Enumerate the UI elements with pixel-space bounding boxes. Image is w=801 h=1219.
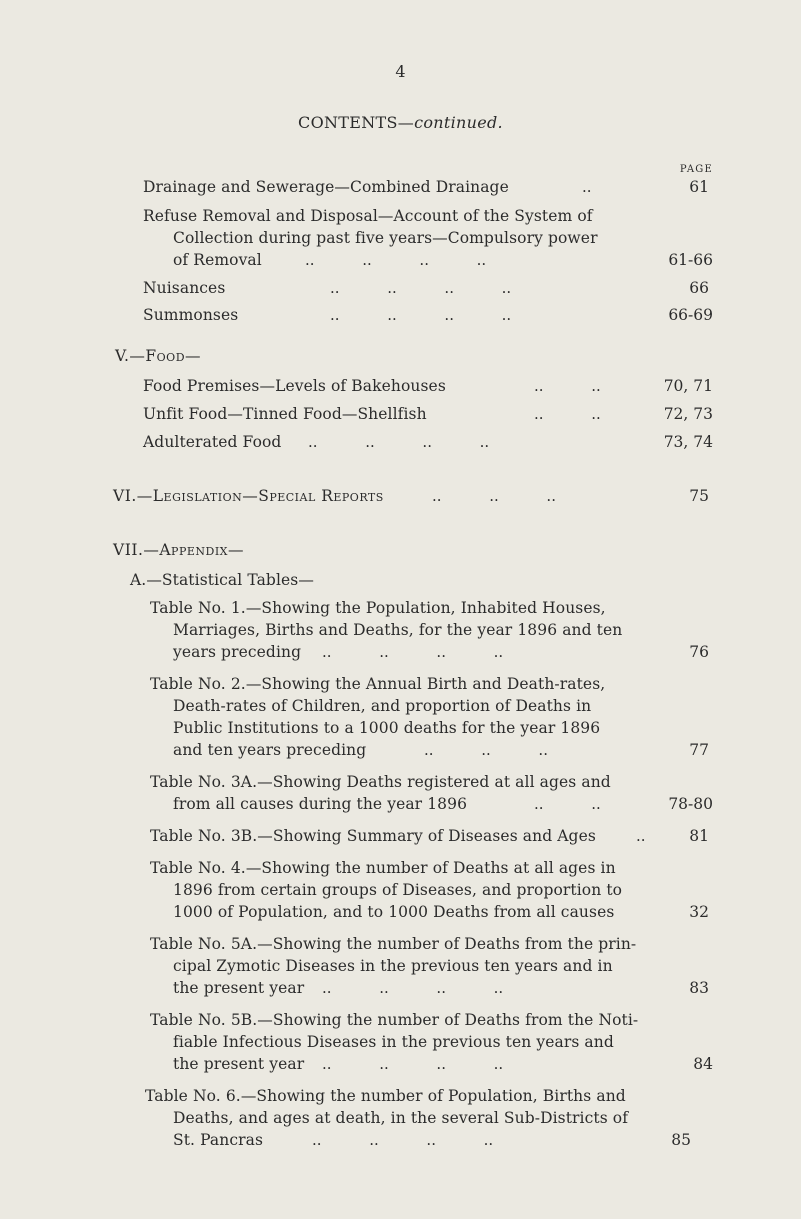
leader-dots: .. .. ..: [424, 741, 548, 759]
title-suffix: continued.: [414, 113, 503, 132]
entry-page: 85: [671, 1131, 691, 1149]
entry-page: 70, 71: [663, 377, 713, 395]
entry-page: 77: [689, 741, 709, 759]
leader-dots: .. .. .. ..: [322, 1055, 504, 1073]
entry-food-premises: Food Premises—Levels of Bakehouses: [143, 377, 446, 395]
leader-dots: ..: [636, 827, 646, 845]
entry-table-3a-line2: from all causes during the year 1896: [173, 795, 468, 813]
title-main: CONTENTS—: [298, 113, 415, 132]
entry-table-5b-line2: fiable Infectious Diseases in the previous ten years and: [173, 1033, 614, 1051]
leader-dots: .. .. .. ..: [305, 251, 487, 269]
entry-table-3b: Table No. 3B.—Showing Summary of Diseases and Ages: [150, 827, 596, 845]
entry-table-1-line3: years preceding: [173, 643, 302, 661]
leader-dots: .. ..: [534, 377, 601, 395]
entry-page: 84: [693, 1055, 713, 1073]
leader-dots: .. .. ..: [432, 487, 556, 505]
entry-page: 78-80: [668, 795, 713, 813]
entry-page: 61: [689, 178, 709, 196]
entry-table-4-line3: 1000 of Population, and to 1000 Deaths from all causes: [173, 903, 615, 921]
entry-page: 83: [689, 979, 709, 997]
section-legislation: VI.—Legislation—Special Reports: [113, 487, 384, 505]
contents-title: [0, 113, 801, 132]
entry-table-6-line1: Table No. 6.—Showing the number of Population, Births and: [145, 1087, 626, 1105]
leader-dots: .. .. .. ..: [330, 306, 512, 324]
entry-table-3a-line1: Table No. 3A.—Showing Deaths registered at all ages and: [150, 773, 611, 791]
entry-table-1-line2: Marriages, Births and Deaths, for the year 1896 and ten: [173, 621, 623, 639]
leader-dots: .. .. .. ..: [312, 1131, 494, 1149]
entry-table-4-line2: 1896 from certain groups of Diseases, and proportion to: [173, 881, 623, 899]
leader-dots: .. .. .. ..: [330, 279, 512, 297]
leader-dots: .. .. .. ..: [308, 433, 490, 451]
leader-dots: .. .. .. ..: [322, 643, 504, 661]
entry-table-2-line3: Public Institutions to a 1000 deaths for the year 1896: [173, 719, 601, 737]
section-appendix: VII.—Appendix—: [113, 541, 245, 559]
entry-unfit-food: Unfit Food—Tinned Food—Shellfish: [143, 405, 427, 423]
entry-table-2-line2: Death-rates of Children, and proportion of Deaths in: [173, 697, 592, 715]
entry-table-4-line1: Table No. 4.—Showing the number of Deaths at all ages in: [150, 859, 616, 877]
entry-table-1-line1: Table No. 1.—Showing the Population, Inhabited Houses,: [150, 599, 606, 617]
entry-adulterated-food: Adulterated Food: [143, 433, 282, 451]
entry-page: 32: [689, 903, 709, 921]
entry-table-6-line3: St. Pancras: [173, 1131, 264, 1149]
entry-table-2-line1: Table No. 2.—Showing the Annual Birth and Death-rates,: [150, 675, 606, 693]
entry-page: 75: [689, 487, 709, 505]
entry-table-5a-line1: Table No. 5A.—Showing the number of Deaths from the prin-: [150, 935, 637, 953]
entry-drainage: Drainage and Sewerage—Combined Drainage: [143, 178, 509, 196]
leader-dots: ..: [582, 178, 592, 196]
leader-dots: .. .. .. ..: [322, 979, 504, 997]
leader-dots: .. ..: [534, 405, 601, 423]
entry-table-5b-line1: Table No. 5B.—Showing the number of Deaths from the Noti-: [150, 1011, 639, 1029]
page-number: 4: [395, 62, 406, 81]
entry-refuse-line3: of Removal: [173, 251, 262, 269]
entry-table-6-line2: Deaths, and ages at death, in the several Sub-Districts of: [173, 1109, 629, 1127]
entry-table-5a-line2: cipal Zymotic Diseases in the previous ten years and in: [173, 957, 613, 975]
entry-page: 76: [689, 643, 709, 661]
entry-nuisances: Nuisances: [143, 279, 226, 297]
entry-page: 81: [689, 827, 709, 845]
leader-dots: .. ..: [534, 795, 601, 813]
entry-refuse-line1: Refuse Removal and Disposal—Account of the System of: [143, 207, 593, 225]
entry-table-2-line4: and ten years preceding: [173, 741, 367, 759]
entry-page: 73, 74: [663, 433, 713, 451]
entry-page: 66-69: [668, 306, 713, 324]
subsection-statistical-tables: A.—Statistical Tables—: [130, 571, 314, 589]
page-column-header: PAGE: [679, 164, 713, 175]
entry-page: 61-66: [668, 251, 713, 269]
entry-refuse-line2: Collection during past five years—Compulsory power: [173, 229, 598, 247]
entry-summonses: Summonses: [143, 306, 239, 324]
entry-table-5a-line3: the present year: [173, 979, 305, 997]
entry-page: 66: [689, 279, 709, 297]
entry-page: 72, 73: [663, 405, 713, 423]
entry-table-5b-line3: the present year: [173, 1055, 305, 1073]
section-food: V.—Food—: [115, 347, 202, 365]
